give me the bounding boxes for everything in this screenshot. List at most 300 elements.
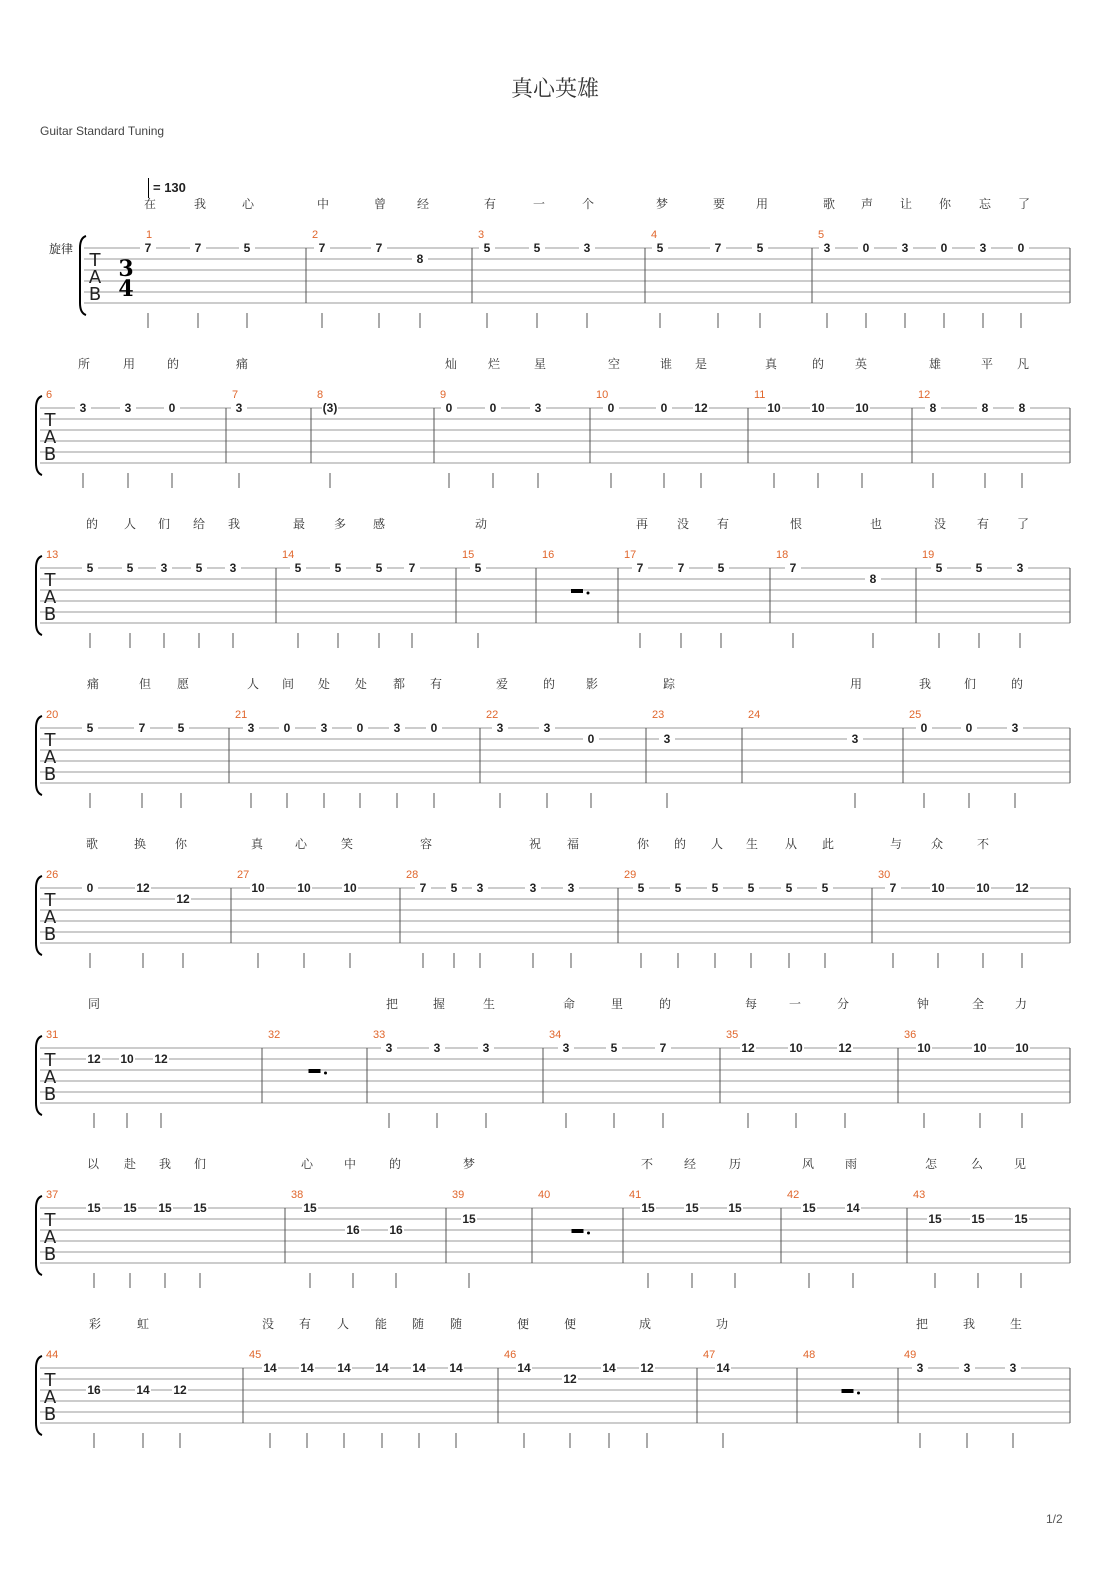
- fret-number: 0: [1017, 241, 1025, 255]
- fret-number: 10: [789, 1041, 803, 1055]
- fret-number: 0: [587, 732, 595, 746]
- lyric-syllable: 此: [821, 837, 835, 851]
- fret-number: 16: [87, 1383, 101, 1397]
- fret-number: 3: [979, 241, 987, 255]
- measure-number: 24: [748, 709, 761, 721]
- measure-number: 29: [624, 869, 637, 881]
- fret-number: 3: [235, 401, 243, 415]
- fret-number: 8: [981, 401, 989, 415]
- lyric-syllable: 英: [854, 357, 868, 371]
- lyric-syllable: 成: [638, 1317, 652, 1331]
- lyric-syllable: 在: [143, 197, 157, 211]
- rest-symbol: [571, 589, 583, 593]
- track-name: 旋律: [49, 242, 74, 256]
- measure-number: 28: [406, 869, 419, 881]
- lyric-syllable: 的: [542, 677, 556, 691]
- fret-number: 0: [920, 721, 928, 735]
- lyric-syllable: 个: [581, 197, 595, 211]
- measure-number: 40: [538, 1189, 551, 1201]
- lyric-syllable: 们: [193, 1157, 207, 1171]
- lyric-syllable: 平: [980, 357, 994, 371]
- lyric-syllable: 有: [976, 517, 990, 531]
- fret-number: 12: [694, 401, 708, 415]
- measure-number: 20: [46, 709, 59, 721]
- lyric-syllable: 人: [123, 517, 137, 531]
- fret-number: 15: [193, 1201, 207, 1215]
- fret-number: 5: [450, 881, 458, 895]
- measure-number: 1: [146, 229, 153, 241]
- fret-number: 14: [136, 1383, 150, 1397]
- measure-number: 45: [249, 1349, 262, 1361]
- lyric-syllable: 里: [610, 997, 624, 1011]
- tab-clef-letter: T: [44, 890, 56, 911]
- lyric-syllable: 福: [566, 837, 580, 851]
- fret-number: 0: [940, 241, 948, 255]
- rest-dot: [857, 1392, 860, 1395]
- fret-number: 15: [685, 1201, 699, 1215]
- song-title: 真心英雄: [510, 77, 599, 102]
- measure-number: 30: [878, 869, 891, 881]
- fret-number: 12: [87, 1052, 101, 1066]
- tab-clef-letter: T: [44, 1050, 56, 1071]
- measure-number: 2: [312, 229, 319, 241]
- fret-number: 15: [728, 1201, 742, 1215]
- lyric-syllable: 赴: [123, 1157, 137, 1171]
- fret-number: 7: [889, 881, 897, 895]
- fret-number: 10: [811, 401, 825, 415]
- fret-number: 5: [637, 881, 645, 895]
- measure-number: 42: [787, 1189, 800, 1201]
- lyric-syllable: 痛: [235, 357, 249, 371]
- tab-clef-letter: B: [43, 924, 57, 945]
- fret-number: 8: [929, 401, 937, 415]
- tab-clef-letter: T: [44, 410, 56, 431]
- tab-clef-letter: T: [89, 250, 101, 271]
- fret-number: 16: [389, 1223, 403, 1237]
- lyric-syllable: 经: [416, 197, 430, 211]
- measure-number: 44: [46, 1349, 59, 1361]
- fret-number: 3: [393, 721, 401, 735]
- fret-number: 3: [247, 721, 255, 735]
- measure-number: 43: [913, 1189, 926, 1201]
- lyric-syllable: 人: [246, 677, 260, 691]
- fret-number: 12: [176, 892, 190, 906]
- lyric-syllable: 所: [77, 357, 91, 371]
- measure-number: 33: [373, 1029, 386, 1041]
- fret-number: 15: [87, 1201, 101, 1215]
- lyric-syllable: 了: [1016, 517, 1030, 531]
- fret-number: 10: [917, 1041, 931, 1055]
- fret-number: 5: [674, 881, 682, 895]
- lyric-syllable: 祝: [528, 837, 542, 851]
- measure-number: 5: [818, 229, 825, 241]
- fret-number: 10: [931, 881, 945, 895]
- measure-number: 34: [549, 1029, 562, 1041]
- lyric-syllable: 有: [483, 197, 497, 211]
- lyric-syllable: 分: [836, 997, 850, 1011]
- fret-number: 5: [756, 241, 764, 255]
- lyric-syllable: 雨: [844, 1157, 858, 1171]
- lyric-syllable: 多: [333, 517, 347, 531]
- fret-number: 16: [346, 1223, 360, 1237]
- lyric-syllable: 谁: [659, 357, 673, 371]
- measure-number: 12: [918, 389, 931, 401]
- lyric-syllable: 们: [963, 677, 977, 691]
- fret-number: 15: [462, 1212, 476, 1226]
- measure-number: 23: [652, 709, 665, 721]
- lyric-syllable: 最: [292, 517, 306, 531]
- lyric-syllable: 每: [744, 997, 758, 1011]
- tab-clef-letter: B: [88, 284, 102, 305]
- measure-number: 8: [317, 389, 324, 401]
- fret-number: 5: [195, 561, 203, 575]
- fret-number: 12: [173, 1383, 187, 1397]
- lyric-syllable: 人: [710, 837, 724, 851]
- lyric-syllable: 见: [1013, 1157, 1027, 1171]
- tab-clef-letter: T: [44, 1370, 56, 1391]
- fret-number: 5: [334, 561, 342, 575]
- measure-number: 39: [452, 1189, 465, 1201]
- measure-number: 15: [462, 549, 475, 561]
- lyric-syllable: 的: [166, 357, 180, 371]
- lyric-syllable: 也: [869, 517, 883, 531]
- lyric-syllable: 用: [122, 357, 136, 371]
- fret-number: 3: [583, 241, 591, 255]
- fret-number: 3: [476, 881, 484, 895]
- lyric-syllable: 的: [388, 1157, 402, 1171]
- fret-number: 10: [297, 881, 311, 895]
- lyric-syllable: 命: [562, 997, 576, 1011]
- fret-number: 3: [916, 1361, 924, 1375]
- fret-number: 5: [375, 561, 383, 575]
- lyric-syllable: 全: [971, 997, 985, 1011]
- fret-number: 14: [449, 1361, 463, 1375]
- tab-clef-letter: A: [43, 1387, 57, 1408]
- measure-number: 14: [282, 549, 295, 561]
- lyric-syllable: 让: [899, 197, 913, 211]
- fret-number: 7: [677, 561, 685, 575]
- lyric-syllable: 你: [174, 837, 188, 851]
- lyric-syllable: 有: [298, 1317, 312, 1331]
- fret-number: 10: [343, 881, 357, 895]
- fret-number: 3: [496, 721, 504, 735]
- fret-number: 3: [433, 1041, 441, 1055]
- lyric-syllable: 歌: [85, 837, 99, 851]
- lyric-syllable: 空: [607, 357, 621, 371]
- tab-clef-letter: A: [43, 587, 57, 608]
- tab-clef-letter: A: [88, 267, 102, 288]
- fret-number: 3: [529, 881, 537, 895]
- lyric-syllable: 了: [1017, 197, 1031, 211]
- fret-number: 7: [138, 721, 146, 735]
- lyric-syllable: 风: [801, 1157, 815, 1171]
- lyric-syllable: 便: [563, 1317, 577, 1331]
- fret-number: 0: [965, 721, 973, 735]
- lyric-syllable: 随: [449, 1317, 463, 1331]
- fret-number: 8: [416, 252, 424, 266]
- lyric-syllable: 不: [976, 837, 990, 851]
- fret-number: 3: [963, 1361, 971, 1375]
- lyric-syllable: 一: [788, 997, 802, 1011]
- measure-number: 32: [268, 1029, 281, 1041]
- measure-number: 26: [46, 869, 59, 881]
- lyric-syllable: 用: [755, 197, 769, 211]
- fret-number: 5: [294, 561, 302, 575]
- measure-number: 3: [478, 229, 485, 241]
- lyric-syllable: 我: [193, 197, 207, 211]
- fret-number: 5: [610, 1041, 618, 1055]
- measure-number: 22: [486, 709, 499, 721]
- tab-clef-letter: B: [43, 604, 57, 625]
- fret-number: 14: [846, 1201, 860, 1215]
- lyric-syllable: 忘: [978, 197, 992, 211]
- fret-number: 5: [785, 881, 793, 895]
- tab-clef-letter: T: [44, 570, 56, 591]
- fret-number: 5: [533, 241, 541, 255]
- fret-number: 7: [636, 561, 644, 575]
- fret-number: 3: [567, 881, 575, 895]
- fret-number: 3: [160, 561, 168, 575]
- fret-number: 5: [474, 561, 482, 575]
- fret-number: 15: [802, 1201, 816, 1215]
- lyric-syllable: 人: [336, 1317, 350, 1331]
- fret-number: 12: [838, 1041, 852, 1055]
- fret-number: 5: [177, 721, 185, 735]
- fret-number: 3: [543, 721, 551, 735]
- fret-number: 12: [136, 881, 150, 895]
- lyric-syllable: 我: [158, 1157, 172, 1171]
- fret-number: 8: [869, 572, 877, 586]
- lyric-syllable: 再: [635, 517, 649, 531]
- fret-number: 3: [534, 401, 542, 415]
- lyric-syllable: 恨: [789, 517, 803, 531]
- lyric-syllable: 便: [516, 1317, 530, 1331]
- measure-number: 35: [726, 1029, 739, 1041]
- tab-clef-letter: B: [43, 1084, 57, 1105]
- lyric-syllable: 握: [432, 997, 446, 1011]
- tab-clef-letter: B: [43, 764, 57, 785]
- lyric-syllable: 生: [482, 997, 496, 1011]
- fret-number: 3: [320, 721, 328, 735]
- lyric-syllable: 灿: [444, 357, 458, 371]
- fret-number: 7: [659, 1041, 667, 1055]
- lyric-syllable: 动: [474, 517, 488, 531]
- fret-number: 10: [251, 881, 265, 895]
- lyric-syllable: 声: [860, 197, 874, 211]
- lyric-syllable: 都: [392, 677, 406, 691]
- fret-number: 3: [663, 732, 671, 746]
- lyric-syllable: 怎: [924, 1157, 938, 1171]
- tab-clef-letter: A: [43, 427, 57, 448]
- lyric-syllable: 中: [316, 197, 330, 211]
- lyric-syllable: 影: [585, 677, 599, 691]
- fret-number: 0: [862, 241, 870, 255]
- lyric-syllable: 痛: [86, 677, 100, 691]
- fret-number: 3: [124, 401, 132, 415]
- tab-clef-letter: T: [44, 1210, 56, 1231]
- lyric-syllable: 么: [970, 1157, 984, 1171]
- lyric-syllable: 中: [343, 1157, 357, 1171]
- fret-number: 12: [1015, 881, 1029, 895]
- lyric-syllable: 把: [385, 997, 399, 1011]
- tab-clef-letter: B: [43, 444, 57, 465]
- fret-number: 3: [482, 1041, 490, 1055]
- lyric-syllable: 你: [938, 197, 952, 211]
- measure-number: 25: [909, 709, 922, 721]
- measure-number: 46: [504, 1349, 517, 1361]
- fret-number: 14: [263, 1361, 277, 1375]
- fret-number: 0: [356, 721, 364, 735]
- measure-number: 19: [922, 549, 935, 561]
- rest-dot: [587, 1232, 590, 1235]
- lyric-syllable: 处: [317, 677, 331, 691]
- lyric-syllable: 梦: [655, 197, 669, 211]
- lyric-syllable: 彩: [88, 1317, 102, 1331]
- lyric-syllable: 星: [533, 357, 547, 371]
- fret-number: 7: [318, 241, 326, 255]
- measure-number: 47: [703, 1349, 716, 1361]
- measure-number: 36: [904, 1029, 917, 1041]
- page-number: 1/2: [1046, 1512, 1063, 1526]
- measure-number: 11: [754, 389, 766, 401]
- lyric-syllable: 容: [419, 837, 433, 851]
- lyric-syllable: 没: [676, 517, 690, 531]
- tab-clef-letter: B: [43, 1244, 57, 1265]
- lyric-syllable: 的: [1010, 677, 1024, 691]
- lyric-syllable: 雄: [928, 357, 942, 371]
- rest-symbol: [309, 1069, 321, 1073]
- measure-number: 48: [803, 1349, 816, 1361]
- fret-number: 15: [303, 1201, 317, 1215]
- measure-number: 49: [904, 1349, 917, 1361]
- lyric-syllable: 换: [133, 837, 147, 851]
- fret-number: 3: [1011, 721, 1019, 735]
- measure-number: 16: [542, 549, 555, 561]
- lyric-syllable: 没: [933, 517, 947, 531]
- fret-number: 14: [412, 1361, 426, 1375]
- lyric-syllable: 众: [930, 837, 944, 851]
- fret-number: 3: [851, 732, 859, 746]
- measure-number: 41: [629, 1189, 642, 1201]
- fret-number: 5: [656, 241, 664, 255]
- lyric-syllable: 的: [811, 357, 825, 371]
- fret-number: 12: [640, 1361, 654, 1375]
- lyric-syllable: 真: [250, 837, 264, 851]
- lyric-syllable: 用: [849, 677, 863, 691]
- lyric-syllable: 踪: [662, 677, 676, 691]
- lyric-syllable: 把: [915, 1317, 929, 1331]
- fret-number: 10: [120, 1052, 134, 1066]
- rest-dot: [587, 592, 590, 595]
- fret-number: 0: [430, 721, 438, 735]
- fret-number: 15: [971, 1212, 985, 1226]
- fret-number: 14: [375, 1361, 389, 1375]
- lyric-syllable: 歌: [822, 197, 836, 211]
- lyric-syllable: 的: [673, 837, 687, 851]
- fret-number: 10: [973, 1041, 987, 1055]
- lyric-syllable: 生: [745, 837, 759, 851]
- fret-number: 5: [126, 561, 134, 575]
- fret-number: 12: [563, 1372, 577, 1386]
- lyric-syllable: 钟: [916, 997, 930, 1011]
- rest-dot: [324, 1072, 327, 1075]
- lyric-syllable: 有: [716, 517, 730, 531]
- tab-clef-letter: A: [43, 907, 57, 928]
- fret-number: 7: [789, 561, 797, 575]
- fret-number: (3): [322, 401, 338, 415]
- lyric-syllable: 处: [354, 677, 368, 691]
- measure-number: 7: [232, 389, 239, 401]
- fret-number: 5: [717, 561, 725, 575]
- fret-number: 15: [123, 1201, 137, 1215]
- lyric-syllable: 爱: [495, 677, 509, 691]
- fret-number: 15: [641, 1201, 655, 1215]
- fret-number: 3: [823, 241, 831, 255]
- fret-number: 3: [562, 1041, 570, 1055]
- lyric-syllable: 生: [1009, 1317, 1023, 1331]
- fret-number: 7: [408, 561, 416, 575]
- lyric-syllable: 但: [138, 677, 152, 691]
- fret-number: 5: [483, 241, 491, 255]
- fret-number: 15: [1014, 1212, 1028, 1226]
- measure-number: 37: [46, 1189, 59, 1201]
- fret-number: 7: [714, 241, 722, 255]
- fret-number: 14: [716, 1361, 730, 1375]
- measure-number: 27: [237, 869, 250, 881]
- time-signature-bottom: 4: [118, 276, 134, 302]
- rest-symbol: [572, 1229, 584, 1233]
- lyric-syllable: 的: [85, 517, 99, 531]
- fret-number: 10: [767, 401, 781, 415]
- measure-number: 6: [46, 389, 53, 401]
- tempo-value: = 130: [153, 180, 186, 195]
- lyric-syllable: 随: [411, 1317, 425, 1331]
- fret-number: 5: [747, 881, 755, 895]
- measure-number: 18: [776, 549, 789, 561]
- lyric-syllable: 能: [374, 1317, 388, 1331]
- fret-number: 5: [86, 561, 94, 575]
- lyric-syllable: 你: [636, 837, 650, 851]
- lyric-syllable: 心: [300, 1157, 314, 1171]
- fret-number: 14: [602, 1361, 616, 1375]
- lyric-syllable: 心: [241, 197, 255, 211]
- measure-number: 9: [440, 389, 447, 401]
- fret-number: 5: [975, 561, 983, 575]
- fret-number: 5: [935, 561, 943, 575]
- lyric-syllable: 从: [784, 837, 798, 851]
- lyric-syllable: 同: [87, 997, 101, 1011]
- fret-number: 7: [194, 241, 202, 255]
- fret-number: 5: [821, 881, 829, 895]
- lyric-syllable: 愿: [176, 677, 190, 691]
- lyric-syllable: 力: [1014, 997, 1028, 1011]
- fret-number: 7: [144, 241, 152, 255]
- lyric-syllable: 间: [281, 677, 295, 691]
- fret-number: 0: [660, 401, 668, 415]
- fret-number: 14: [300, 1361, 314, 1375]
- fret-number: 0: [607, 401, 615, 415]
- fret-number: 0: [283, 721, 291, 735]
- fret-number: 8: [1018, 401, 1026, 415]
- measure-number: 4: [651, 229, 658, 241]
- fret-number: 0: [86, 881, 94, 895]
- fret-number: 10: [976, 881, 990, 895]
- measure-number: 10: [596, 389, 609, 401]
- lyric-syllable: 一: [532, 197, 546, 211]
- lyric-syllable: 心: [294, 837, 308, 851]
- fret-number: 5: [243, 241, 251, 255]
- fret-number: 7: [419, 881, 427, 895]
